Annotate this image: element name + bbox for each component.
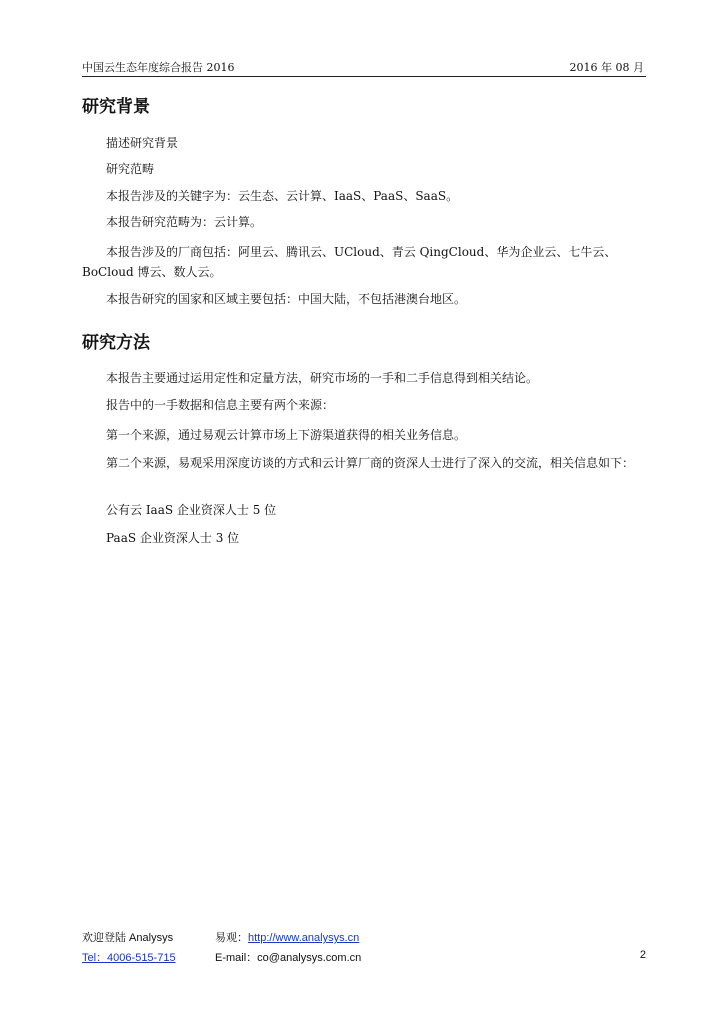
- report-date: 2016 年 08 月: [569, 61, 644, 74]
- section-heading-background: 研究背景: [82, 97, 150, 117]
- footer-row-2: [82, 949, 648, 965]
- footer-site: [215, 929, 359, 945]
- footer-row-1: [82, 929, 648, 945]
- paragraph: 本报告涉及的厂商包括：阿里云、腾讯云、UCloud、青云 QingCloud、华为企业云、七牛云、BoCloud 博云、数人云。: [82, 245, 617, 279]
- page-header: [82, 58, 646, 77]
- paragraph: 公有云 IaaS 企业资深人士 5 位: [106, 503, 277, 517]
- paragraph: 本报告涉及的关键字为：云生态、云计算、IaaS、PaaS、SaaS。: [106, 189, 459, 203]
- footer-welcome: 欢迎登陆 Analysys: [82, 932, 174, 944]
- phone-link[interactable]: Tel：4006-515-715: [82, 952, 176, 964]
- paragraph: 描述研究背景: [106, 136, 179, 150]
- paragraph: 第一个来源，通过易观云计算市场上下游渠道获得的相关业务信息。: [106, 428, 467, 442]
- page-number: 2: [639, 949, 646, 961]
- footer-email: E-mail：co@analysys.com.cn: [215, 952, 362, 964]
- paragraph: 第二个来源，易观采用深度访谈的方式和云计算厂商的资深人士进行了深入的交流，相关信息如下：: [106, 456, 635, 470]
- paragraph: 研究范畴: [106, 162, 155, 176]
- report-title: 中国云生态年度综合报告 2016: [82, 61, 235, 74]
- paragraph: 报告中的一手数据和信息主要有两个来源：: [106, 398, 335, 412]
- paragraph: 本报告研究的国家和区域主要包括：中国大陆，不包括港澳台地区。: [106, 292, 467, 306]
- section-heading-methods: 研究方法: [82, 333, 150, 353]
- paragraph: 本报告主要通过运用定性和定量方法，研究市场的一手和二手信息得到相关结论。: [106, 371, 539, 385]
- paragraph: PaaS 企业资深人士 3 位: [106, 531, 240, 545]
- paragraph: 本报告研究范畴为：云计算。: [106, 215, 263, 229]
- website-link[interactable]: http://www.analysys.cn: [248, 932, 360, 944]
- footer-site-label: 易观：: [215, 932, 248, 944]
